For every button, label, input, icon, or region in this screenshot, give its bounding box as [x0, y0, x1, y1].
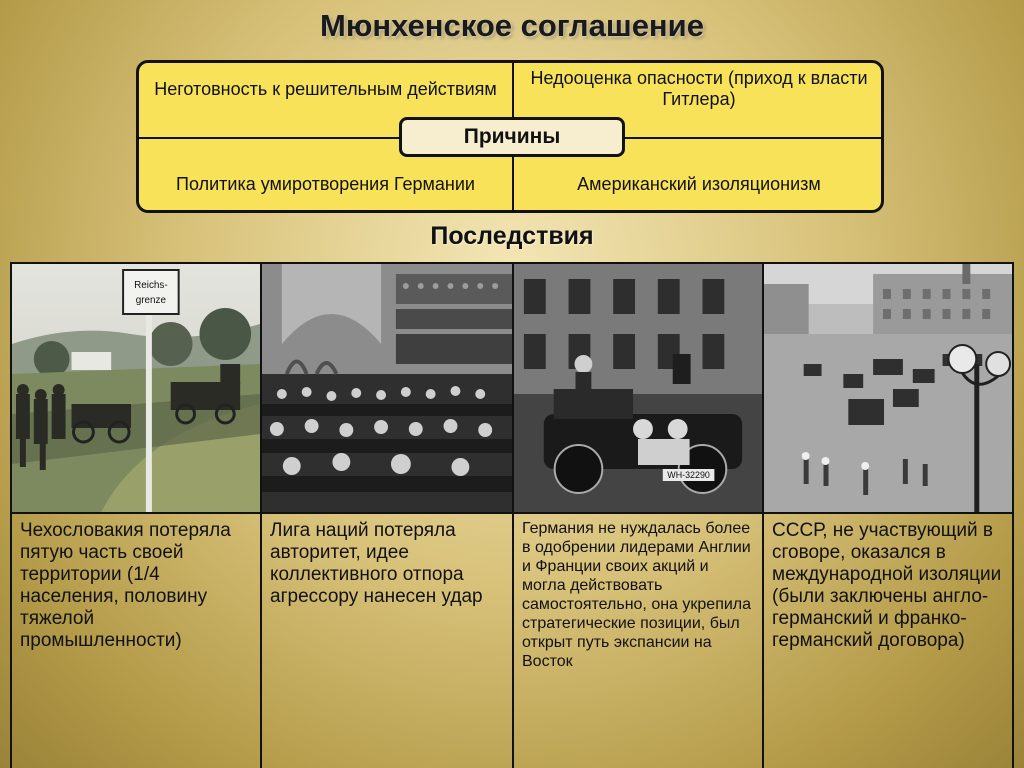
- photo-city-square: [764, 264, 1012, 514]
- consequence-text: Чехословакия потеряла пятую часть своей территории (1/4 населения, половину тяжелой промышленности): [20, 520, 231, 651]
- consequence-column-czechoslovakia: [12, 264, 262, 768]
- consequence-column-league-of-nations: [262, 264, 514, 768]
- svg-text:grenze: grenze: [135, 294, 167, 307]
- page-title: Мюнхенское соглашение: [320, 8, 704, 43]
- consequence-column-ussr: [764, 264, 1014, 768]
- causes-label: Причины: [399, 117, 625, 157]
- cause-appeasement: Политика умиротворения Германии: [176, 173, 475, 194]
- cause-unreadiness: Неготовность к решительным действиям: [154, 78, 497, 99]
- consequence-text: СССР, не участвующий в сговоре, оказался в международной изоляции (были заключены англо-германский и франко-германский договора): [772, 520, 1002, 651]
- consequence-text: Германия не нуждалась более в одобрении лидерами Англии и Франции своих акций и могла действовать самостоятельно, она укрепила стратегические позиции, был открыт путь экспансии на Восток: [522, 520, 752, 670]
- photo-border-crossing: [12, 264, 260, 514]
- photo-motorcade: [514, 264, 762, 514]
- cause-underestimation: Недооценка опасности (приход к власти Гитлера): [530, 68, 868, 109]
- consequences-title: Последствия: [430, 222, 594, 250]
- plate-text: WH-32290: [667, 469, 710, 481]
- photo-league-assembly: [262, 264, 512, 514]
- consequences-grid: [10, 262, 1014, 768]
- consequence-text: Лига наций потеряла авторитет, идее коллективного отпора агрессору нанесен удар: [270, 520, 483, 607]
- consequence-column-germany: [514, 264, 764, 768]
- cause-isolationism: Американский изоляционизм: [577, 173, 821, 194]
- sign-text: Reichs-: [134, 279, 168, 292]
